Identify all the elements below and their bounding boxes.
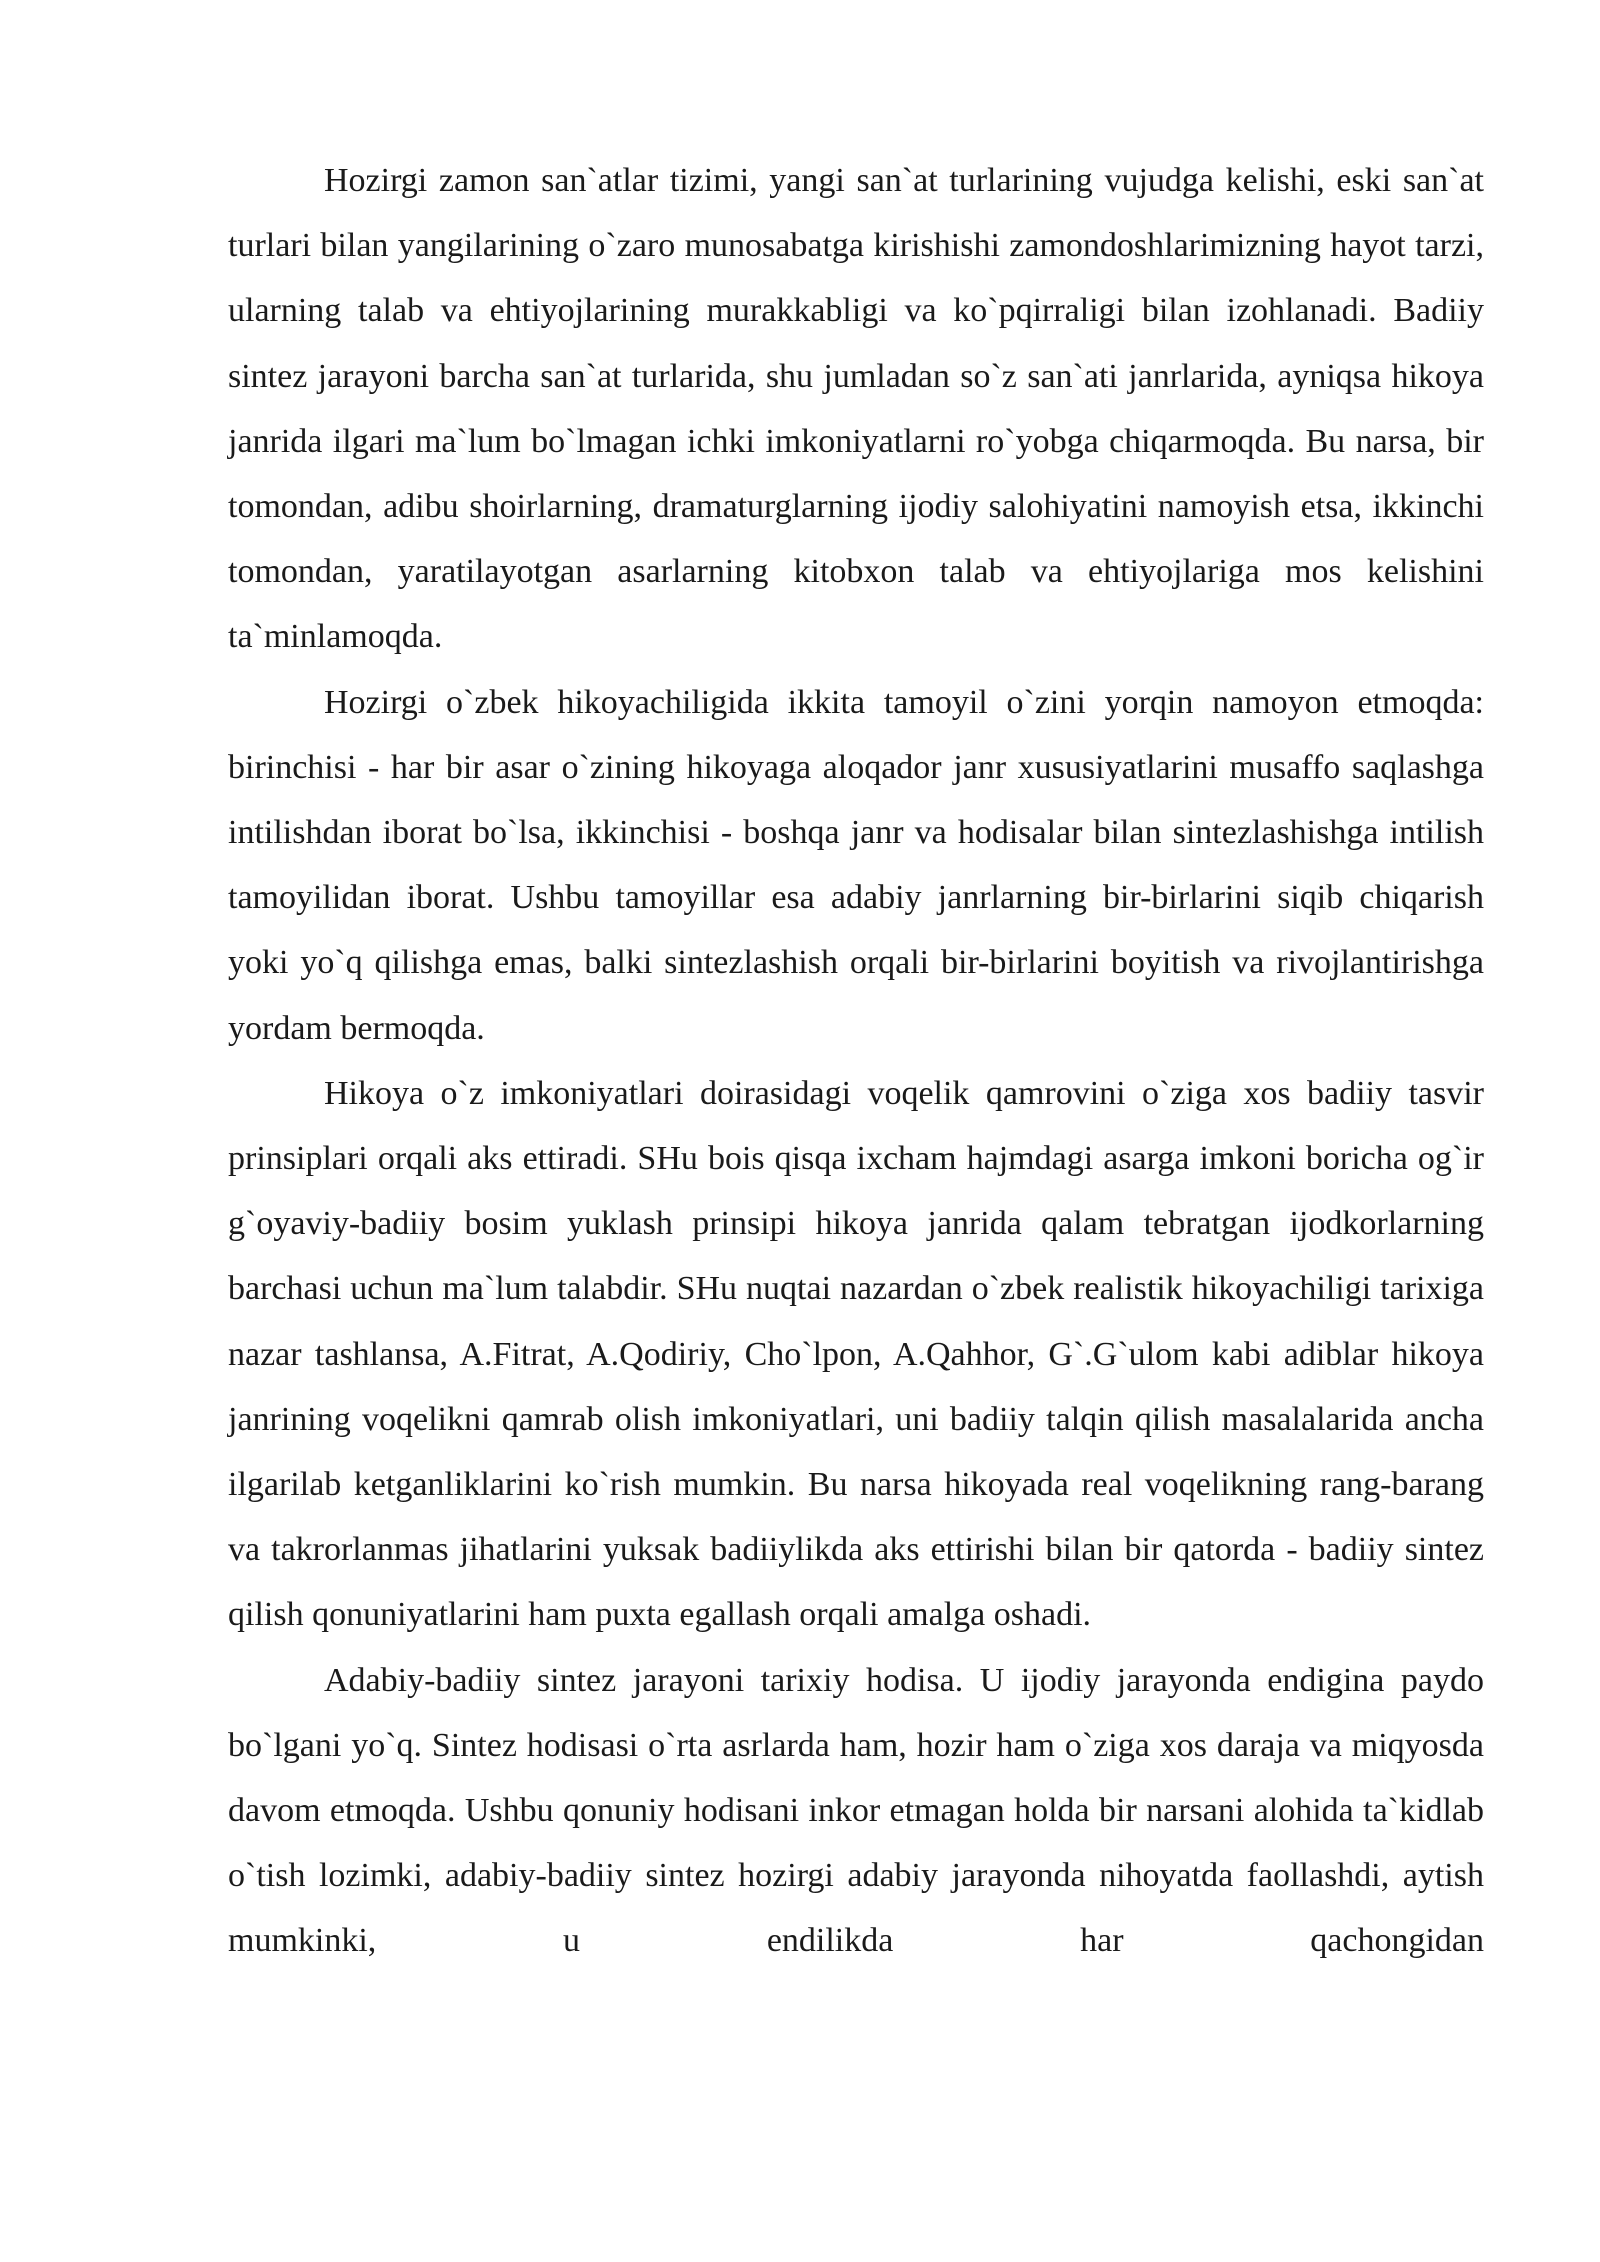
document-body: [228, 148, 1484, 1974]
paragraph-3: Hikoya o`z imkoniyatlari doirasidagi voqelik qamrovini o`ziga xos badiiy tasvir prinsiplari orqali aks ettiradi. SHu bois qisqa ixcham hajmdagi asarga imkoni boricha og`ir g`oyaviy-badiiy bosim yuklash prinsipi hikoya janrida qalam tebratgan ijodkorlarning barchasi uchun ma`lum talabdir. SHu nuqtai nazardan o`zbek realistik hikoyachiligi tarixiga nazar tashlansa, A.Fitrat, A.Qodiriy, Cho`lpon, A.Qahhor, G`.G`ulom kabi adiblar hikoya janrining voqelikni qamrab olish imkoniyatlari, uni badiiy talqin qilish masalalarida ancha ilgarilab ketganliklarini ko`rish mumkin. Bu narsa hikoyada real voqelikning rang-barang va takrorlanmas jihatlarini yuksak badiiylikda aks ettirishi bilan bir qatorda - badiiy sintez qilish qonuniyatlarini ham puxta egallash orqali amalga oshadi.: [228, 1074, 1484, 1634]
paragraph-4: Adabiy-badiiy sintez jarayoni tarixiy hodisa. U ijodiy jarayonda endigina paydo bo`lgani yo`q. Sintez hodisasi o`rta asrlarda ham, hozir ham o`ziga xos daraja va miqyosda davom etmoqda. Ushbu qonuniy hodisani inkor etmagan holda bir narsani alohida ta`kidlab o`tish lozimki, adabiy-badiiy sintez hozirgi adabiy jarayonda nihoyatda faollashdi, aytish mumkinki, u endilikda har qachongidan: [228, 1661, 1484, 1960]
paragraph-2: Hozirgi o`zbek hikoyachiligida ikkita tamoyil o`zini yorqin namoyon etmoqda: birinchisi - har bir asar o`zining hikoyaga aloqador janr xususiyatlarini musaffo saqlashga intilishdan iborat bo`lsa, ikkinchisi - boshqa janr va hodisalar bilan sintezlashishga intilish tamoyilidan iborat. Ushbu tamoyillar esa adabiy janrlarning bir-birlarini siqib chiqarish yoki yo`q qilishga emas, balki sintezlashish orqali bir-birlarini boyitish va rivojlantirishga yordam bermoqda.: [228, 683, 1484, 1047]
paragraph-1: Hozirgi zamon san`atlar tizimi, yangi san`at turlarining vujudga kelishi, eski san`at turlari bilan yangilarining o`zaro munosabatga kirishishi zamondoshlarimizning hayot tarzi, ularning talab va ehtiyojlarining murakkabligi va ko`pqirraligi bilan izohlanadi. Badiiy sintez jarayoni barcha san`at turlarida, shu jumladan so`z san`ati janrlarida, ayniqsa hikoya janrida ilgari ma`lum bo`lmagan ichki imkoniyatlarni ro`yobga chiqarmoqda. Bu narsa, bir tomondan, adibu shoirlarning, dramaturglarning ijodiy salohiyatini namoyish etsa, ikkinchi tomondan, yaratilayotgan asarlarning kitobxon talab va ehtiyojlariga mos kelishini ta`minlamoqda.: [228, 162, 1484, 656]
